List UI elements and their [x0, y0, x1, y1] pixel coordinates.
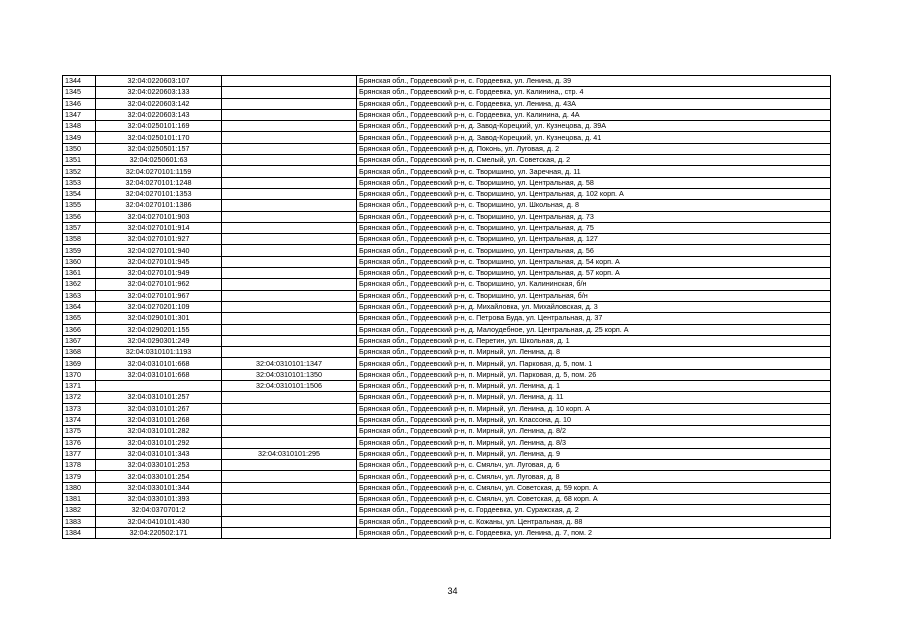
row-number-cell: 1382 — [63, 505, 96, 516]
row-number-cell: 1365 — [63, 313, 96, 324]
table-row — [63, 493, 831, 504]
building-cadastral-number-cell — [222, 471, 357, 482]
address-cell: Брянская обл., Гордеевский р-н, с. Гордеевка, ул. Ленина, д. 39 — [357, 76, 831, 87]
page-number: 34 — [447, 586, 458, 596]
address-cell: Брянская обл., Гордеевский р-н, п. Мирный, ул. Ленина, д. 9 — [357, 448, 831, 459]
building-cadastral-number-cell — [222, 527, 357, 538]
row-number-cell: 1363 — [63, 290, 96, 301]
building-cadastral-number-cell — [222, 505, 357, 516]
address-cell: Брянская обл., Гордеевский р-н, с. Творишино, ул. Центральная, д. 75 — [357, 222, 831, 233]
row-number-cell: 1350 — [63, 143, 96, 154]
cadastral-number-cell: 32:04:0330101:393 — [96, 493, 222, 504]
table-row — [63, 121, 831, 132]
row-number-cell: 1351 — [63, 155, 96, 166]
cadastral-number-cell: 32:04:0270101:945 — [96, 256, 222, 267]
cadastral-number-cell: 32:04:0270201:109 — [96, 301, 222, 312]
address-cell: Брянская обл., Гордеевский р-н, с. Творишино, ул. Калининская, б/н — [357, 279, 831, 290]
address-cell: Брянская обл., Гордеевский р-н, с. Творишино, ул. Центральная, д. 56 — [357, 245, 831, 256]
cadastral-number-cell: 32:04:0220603:142 — [96, 98, 222, 109]
table-row — [63, 369, 831, 380]
row-number-cell: 1368 — [63, 347, 96, 358]
row-number-cell: 1347 — [63, 109, 96, 120]
address-cell: Брянская обл., Гордеевский р-н, п. Мирный, ул. Парковая, д. 5, пом. 1 — [357, 358, 831, 369]
cadastral-number-cell: 32:04:0270101:1159 — [96, 166, 222, 177]
table-row — [63, 482, 831, 493]
table-row — [63, 347, 831, 358]
building-cadastral-number-cell — [222, 166, 357, 177]
table-row — [63, 211, 831, 222]
building-cadastral-number-cell — [222, 482, 357, 493]
building-cadastral-number-cell — [222, 188, 357, 199]
cadastral-number-cell: 32:04:0270101:927 — [96, 234, 222, 245]
cadastral-number-cell: 32:04:0310101:282 — [96, 426, 222, 437]
building-cadastral-number-cell — [222, 313, 357, 324]
building-cadastral-number-cell — [222, 347, 357, 358]
cadastral-number-cell: 32:04:0250101:170 — [96, 132, 222, 143]
building-cadastral-number-cell — [222, 268, 357, 279]
cadastral-number-cell: 32:04:0250501:157 — [96, 143, 222, 154]
table-row — [63, 188, 831, 199]
row-number-cell: 1369 — [63, 358, 96, 369]
building-cadastral-number-cell — [222, 460, 357, 471]
address-cell: Брянская обл., Гордеевский р-н, с. Творишино, ул. Центральная, д. 58 — [357, 177, 831, 188]
table-row — [63, 234, 831, 245]
address-cell: Брянская обл., Гордеевский р-н, с. Творишино, ул. Центральная, д. 57 корп. А — [357, 268, 831, 279]
cadastral-number-cell: 32:04:220502:171 — [96, 527, 222, 538]
building-cadastral-number-cell: 32:04:0310101:1347 — [222, 358, 357, 369]
building-cadastral-number-cell — [222, 335, 357, 346]
cadastral-number-cell: 32:04:0220603:143 — [96, 109, 222, 120]
cadastral-number-cell: 32:04:0290101:301 — [96, 313, 222, 324]
building-cadastral-number-cell — [222, 200, 357, 211]
table-row — [63, 76, 831, 87]
address-cell: Брянская обл., Гордеевский р-н, с. Петрова Буда, ул. Центральная, д. 37 — [357, 313, 831, 324]
cadastral-number-cell: 32:04:0220603:107 — [96, 76, 222, 87]
cadastral-number-cell: 32:04:0270101:1248 — [96, 177, 222, 188]
row-number-cell: 1367 — [63, 335, 96, 346]
row-number-cell: 1381 — [63, 493, 96, 504]
building-cadastral-number-cell — [222, 177, 357, 188]
building-cadastral-number-cell — [222, 437, 357, 448]
address-cell: Брянская обл., Гордеевский р-н, с. Творишино, ул. Центральная, д. 127 — [357, 234, 831, 245]
table-row — [63, 166, 831, 177]
table-row — [63, 279, 831, 290]
row-number-cell: 1371 — [63, 381, 96, 392]
row-number-cell: 1373 — [63, 403, 96, 414]
building-cadastral-number-cell — [222, 403, 357, 414]
table-row — [63, 437, 831, 448]
building-cadastral-number-cell — [222, 279, 357, 290]
table-row — [63, 414, 831, 425]
building-cadastral-number-cell — [222, 324, 357, 335]
building-cadastral-number-cell — [222, 98, 357, 109]
row-number-cell: 1370 — [63, 369, 96, 380]
row-number-cell: 1383 — [63, 516, 96, 527]
row-number-cell: 1361 — [63, 268, 96, 279]
cadastral-number-cell: 32:04:0250101:169 — [96, 121, 222, 132]
row-number-cell: 1358 — [63, 234, 96, 245]
building-cadastral-number-cell — [222, 414, 357, 425]
cadastral-number-cell: 32:04:0290201:155 — [96, 324, 222, 335]
building-cadastral-number-cell — [222, 76, 357, 87]
table-row — [63, 143, 831, 154]
table-row — [63, 132, 831, 143]
address-cell: Брянская обл., Гордеевский р-н, с. Гордеевка, ул. Суражская, д. 2 — [357, 505, 831, 516]
building-cadastral-number-cell — [222, 222, 357, 233]
address-cell: Брянская обл., Гордеевский р-н, д. Малоудебное, ул. Центральная, д. 25 корп. А — [357, 324, 831, 335]
address-cell: Брянская обл., Гордеевский р-н, д. Завод-Корецкий, ул. Кузнецова, д. 39А — [357, 121, 831, 132]
address-cell: Брянская обл., Гордеевский р-н, с. Смяльч, ул. Луговая, д. 6 — [357, 460, 831, 471]
building-cadastral-number-cell — [222, 143, 357, 154]
cadastral-number-cell: 32:04:0410101:430 — [96, 516, 222, 527]
address-cell: Брянская обл., Гордеевский р-н, с. Смяльч, ул. Советская, д. 68 корп. А — [357, 493, 831, 504]
row-number-cell: 1348 — [63, 121, 96, 132]
row-number-cell: 1346 — [63, 98, 96, 109]
building-cadastral-number-cell: 32:04:0310101:1350 — [222, 369, 357, 380]
row-number-cell: 1364 — [63, 301, 96, 312]
table-row — [63, 155, 831, 166]
address-cell: Брянская обл., Гордеевский р-н, д. Завод-Корецкий, ул. Кузнецова, д. 41 — [357, 132, 831, 143]
row-number-cell: 1377 — [63, 448, 96, 459]
address-cell: Брянская обл., Гордеевский р-н, с. Творишино, ул. Центральная, д. 102 корп. А — [357, 188, 831, 199]
table-row — [63, 381, 831, 392]
building-cadastral-number-cell: 32:04:0310101:1506 — [222, 381, 357, 392]
building-cadastral-number-cell — [222, 155, 357, 166]
row-number-cell: 1375 — [63, 426, 96, 437]
address-cell: Брянская обл., Гордеевский р-н, с. Перетин, ул. Школьная, д. 1 — [357, 335, 831, 346]
table-row — [63, 256, 831, 267]
building-cadastral-number-cell — [222, 245, 357, 256]
row-number-cell: 1372 — [63, 392, 96, 403]
cadastral-number-cell: 32:04:0270101:914 — [96, 222, 222, 233]
table-row — [63, 403, 831, 414]
cadastral-number-cell: 32:04:0270101:903 — [96, 211, 222, 222]
address-cell: Брянская обл., Гордеевский р-н, п. Смелый, ул. Советская, д. 2 — [357, 155, 831, 166]
row-number-cell: 1359 — [63, 245, 96, 256]
building-cadastral-number-cell — [222, 516, 357, 527]
table-row — [63, 313, 831, 324]
table-row — [63, 392, 831, 403]
cadastral-number-cell: 32:04:0310101:257 — [96, 392, 222, 403]
row-number-cell: 1366 — [63, 324, 96, 335]
address-cell: Брянская обл., Гордеевский р-н, п. Мирный, ул. Ленина, д. 10 корп. А — [357, 403, 831, 414]
table-row — [63, 222, 831, 233]
cadastral-number-cell: 32:04:0270101:940 — [96, 245, 222, 256]
address-cell: Брянская обл., Гордеевский р-н, п. Мирный, ул. Ленина, д. 11 — [357, 392, 831, 403]
address-cell: Брянская обл., Гордеевский р-н, с. Творишино, ул. Заречная, д. 11 — [357, 166, 831, 177]
row-number-cell: 1349 — [63, 132, 96, 143]
row-number-cell: 1352 — [63, 166, 96, 177]
cadastral-number-cell: 32:04:0310101:343 — [96, 448, 222, 459]
address-cell: Брянская обл., Гордеевский р-н, с. Смяльч, ул. Луговая, д. 8 — [357, 471, 831, 482]
address-cell: Брянская обл., Гордеевский р-н, с. Творишино, ул. Центральная, д. 54 корп. А — [357, 256, 831, 267]
table-row — [63, 516, 831, 527]
row-number-cell: 1353 — [63, 177, 96, 188]
table-row — [63, 426, 831, 437]
cadastral-number-cell: 32:04:0270101:1386 — [96, 200, 222, 211]
cadastral-number-cell: 32:04:0270101:962 — [96, 279, 222, 290]
building-cadastral-number-cell — [222, 392, 357, 403]
table-row — [63, 527, 831, 538]
cadastral-number-cell: 32:04:0270101:1353 — [96, 188, 222, 199]
row-number-cell: 1357 — [63, 222, 96, 233]
row-number-cell: 1360 — [63, 256, 96, 267]
cadastral-number-cell: 32:04:0250601:63 — [96, 155, 222, 166]
table-row — [63, 505, 831, 516]
cadastral-number-cell — [96, 381, 222, 392]
address-cell: Брянская обл., Гордеевский р-н, п. Мирный, ул. Классона, д. 10 — [357, 414, 831, 425]
address-cell: Брянская обл., Гордеевский р-н, п. Мирный, ул. Ленина, д. 1 — [357, 381, 831, 392]
address-cell: Брянская обл., Гордеевский р-н, с. Творишино, ул. Школьная, д. 8 — [357, 200, 831, 211]
address-cell: Брянская обл., Гордеевский р-н, с. Гордеевка, ул. Калинина, д. 4А — [357, 109, 831, 120]
cadastral-number-cell: 32:04:0330101:254 — [96, 471, 222, 482]
cadastral-number-cell: 32:04:0290301:249 — [96, 335, 222, 346]
row-number-cell: 1376 — [63, 437, 96, 448]
table-row — [63, 87, 831, 98]
cadastral-number-cell: 32:04:0310101:668 — [96, 369, 222, 380]
table-row — [63, 177, 831, 188]
table-row — [63, 200, 831, 211]
address-cell: Брянская обл., Гордеевский р-н, п. Мирный, ул. Ленина, д. 8/3 — [357, 437, 831, 448]
building-cadastral-number-cell — [222, 121, 357, 132]
address-cell: Брянская обл., Гордеевский р-н, с. Творишино, ул. Центральная, б/н — [357, 290, 831, 301]
address-cell: Брянская обл., Гордеевский р-н, с. Кожаны, ул. Центральная, д. 88 — [357, 516, 831, 527]
building-cadastral-number-cell — [222, 290, 357, 301]
building-cadastral-number-cell — [222, 211, 357, 222]
row-number-cell: 1345 — [63, 87, 96, 98]
address-cell: Брянская обл., Гордеевский р-н, п. Мирный, ул. Ленина, д. 8/2 — [357, 426, 831, 437]
cadastral-number-cell: 32:04:0310101:268 — [96, 414, 222, 425]
address-cell: Брянская обл., Гордеевский р-н, с. Гордеевка, ул. Ленина, д. 7, пом. 2 — [357, 527, 831, 538]
cadastral-number-cell: 32:04:0220603:133 — [96, 87, 222, 98]
cadastral-number-cell: 32:04:0330101:253 — [96, 460, 222, 471]
row-number-cell: 1384 — [63, 527, 96, 538]
row-number-cell: 1380 — [63, 482, 96, 493]
table-row — [63, 245, 831, 256]
table-row — [63, 460, 831, 471]
row-number-cell: 1379 — [63, 471, 96, 482]
row-number-cell: 1356 — [63, 211, 96, 222]
cadastral-number-cell: 32:04:0310101:668 — [96, 358, 222, 369]
row-number-cell: 1374 — [63, 414, 96, 425]
row-number-cell: 1354 — [63, 188, 96, 199]
address-cell: Брянская обл., Гордеевский р-н, с. Творишино, ул. Центральная, д. 73 — [357, 211, 831, 222]
building-cadastral-number-cell — [222, 493, 357, 504]
address-cell: Брянская обл., Гордеевский р-н, д. Михайловка, ул. Михайловская, д. 3 — [357, 301, 831, 312]
building-cadastral-number-cell — [222, 132, 357, 143]
table-body — [63, 76, 831, 539]
row-number-cell: 1362 — [63, 279, 96, 290]
row-number-cell: 1355 — [63, 200, 96, 211]
building-cadastral-number-cell — [222, 301, 357, 312]
building-cadastral-number-cell — [222, 109, 357, 120]
table-row — [63, 98, 831, 109]
address-cell: Брянская обл., Гордеевский р-н, д. Поконь, ул. Луговая, д. 2 — [357, 143, 831, 154]
cadastral-number-cell: 32:04:0370701:2 — [96, 505, 222, 516]
table-row — [63, 290, 831, 301]
table-row — [63, 335, 831, 346]
table-row — [63, 268, 831, 279]
table-row — [63, 471, 831, 482]
cadastral-number-cell: 32:04:0310101:292 — [96, 437, 222, 448]
table-row — [63, 324, 831, 335]
building-cadastral-number-cell — [222, 234, 357, 245]
row-number-cell: 1344 — [63, 76, 96, 87]
address-cell: Брянская обл., Гордеевский р-н, с. Смяльч, ул. Советская, д. 59 корп. А — [357, 482, 831, 493]
building-cadastral-number-cell — [222, 426, 357, 437]
cadastral-number-cell: 32:04:0310101:267 — [96, 403, 222, 414]
table-row — [63, 448, 831, 459]
table-row — [63, 109, 831, 120]
cadastral-number-cell: 32:04:0330101:344 — [96, 482, 222, 493]
address-cell: Брянская обл., Гордеевский р-н, с. Гордеевка, ул. Ленина, д. 43А — [357, 98, 831, 109]
building-cadastral-number-cell: 32:04:0310101:295 — [222, 448, 357, 459]
property-register-table — [62, 75, 831, 539]
building-cadastral-number-cell — [222, 256, 357, 267]
address-cell: Брянская обл., Гордеевский р-н, п. Мирный, ул. Ленина, д. 8 — [357, 347, 831, 358]
cadastral-number-cell: 32:04:0270101:967 — [96, 290, 222, 301]
cadastral-number-cell: 32:04:0310101:1193 — [96, 347, 222, 358]
address-cell: Брянская обл., Гордеевский р-н, с. Гордеевка, ул. Калинина,, стр. 4 — [357, 87, 831, 98]
building-cadastral-number-cell — [222, 87, 357, 98]
address-cell: Брянская обл., Гордеевский р-н, п. Мирный, ул. Парковая, д. 5, пом. 26 — [357, 369, 831, 380]
row-number-cell: 1378 — [63, 460, 96, 471]
table-row — [63, 358, 831, 369]
table-row — [63, 301, 831, 312]
cadastral-number-cell: 32:04:0270101:949 — [96, 268, 222, 279]
